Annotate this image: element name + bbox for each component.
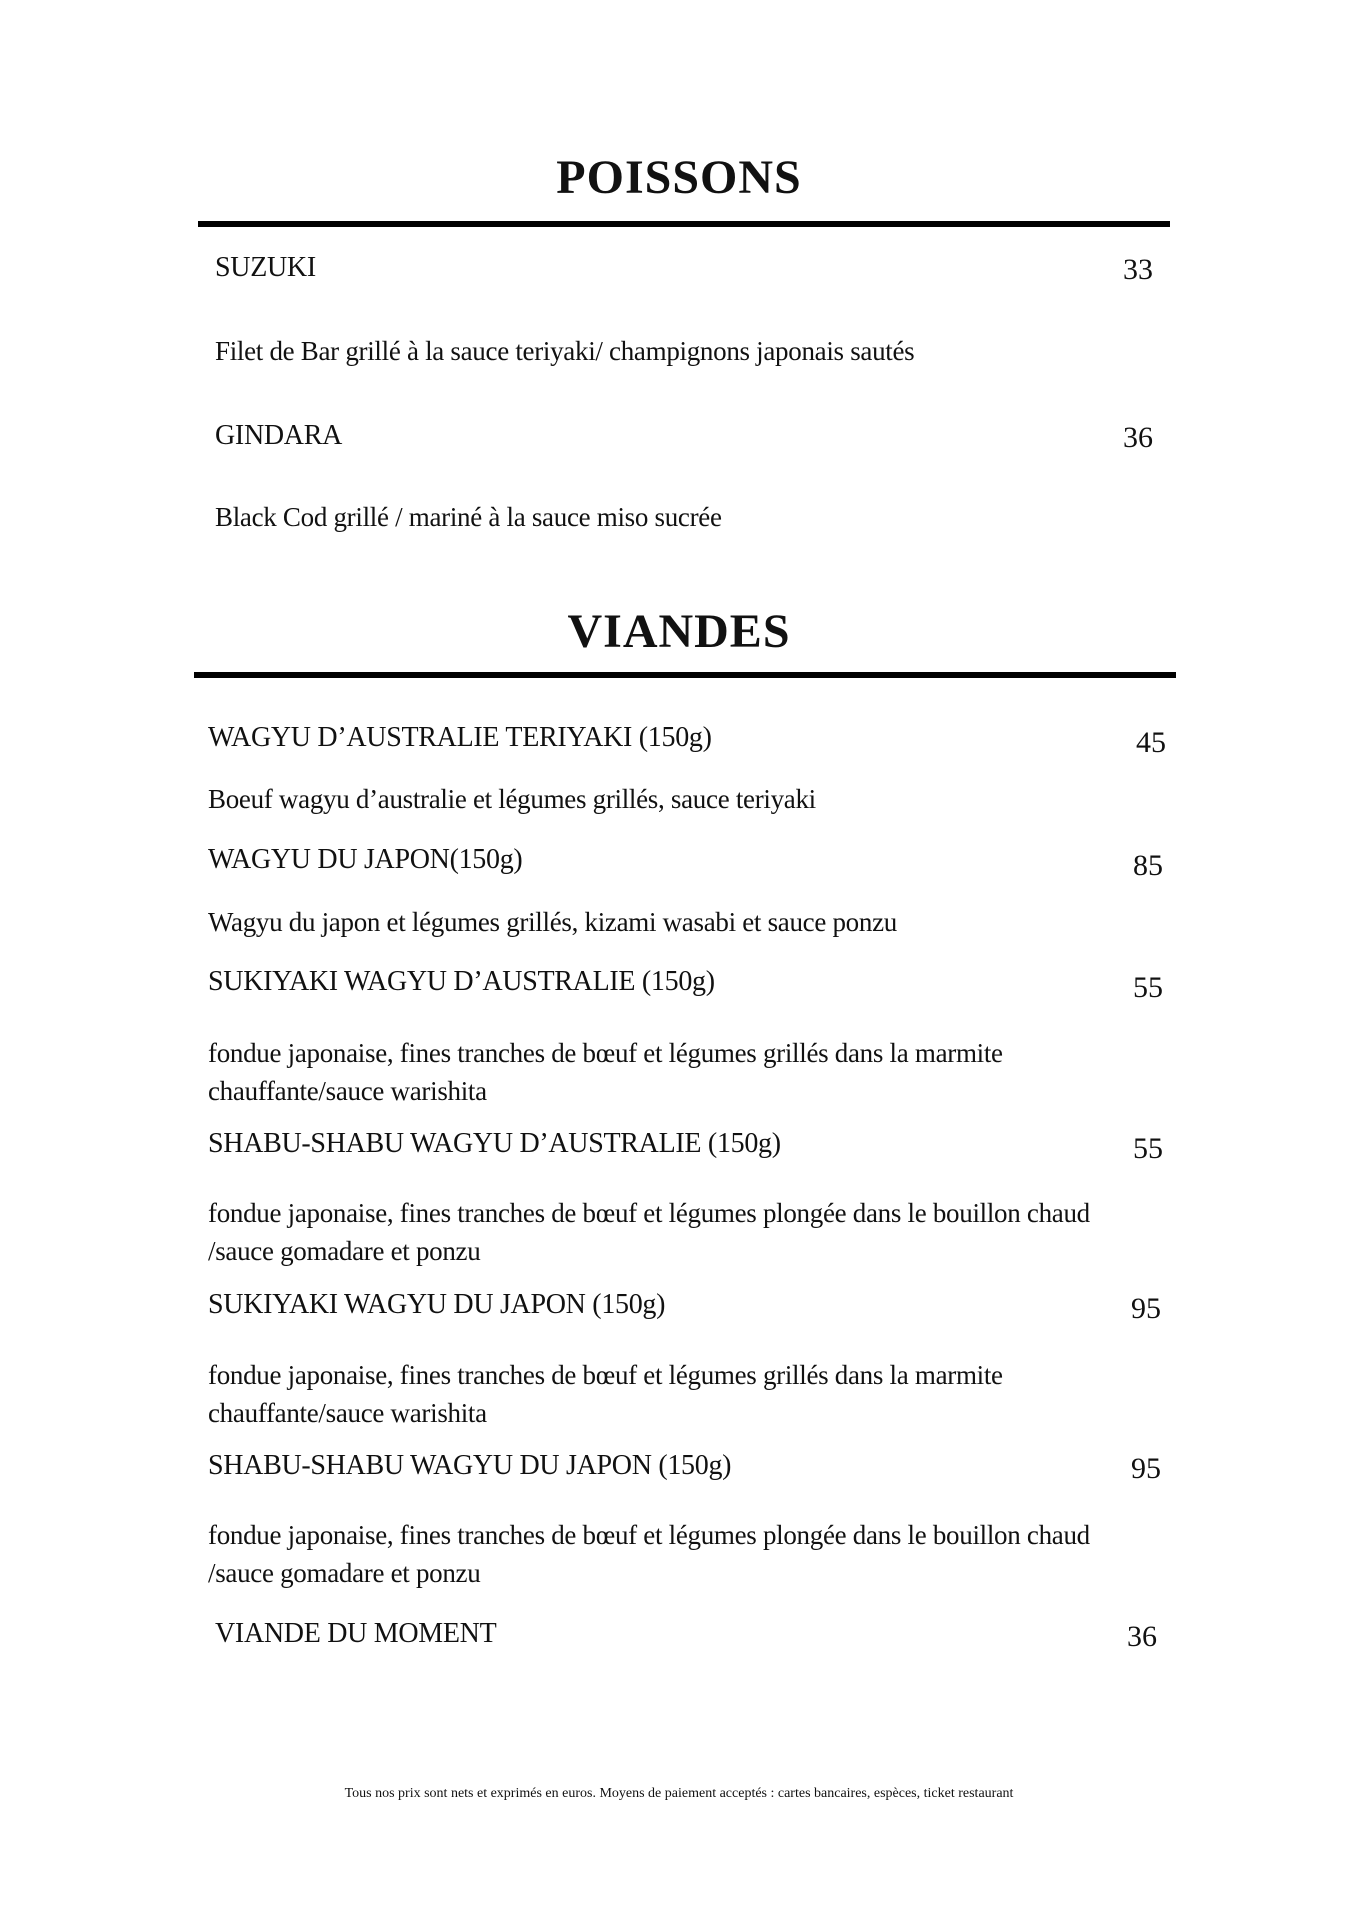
menu-item-price: 85: [1133, 849, 1163, 882]
menu-item-price: 36: [1127, 1620, 1157, 1653]
menu-item-description: Filet de Bar grillé à la sauce teriyaki/ champignons japonais sautés: [215, 336, 915, 366]
section-divider: [194, 672, 1176, 678]
menu-item-description: Boeuf wagyu d’australie et légumes grillés, sauce teriyaki: [208, 784, 816, 814]
menu-item-name: SHABU-SHABU WAGYU D’AUSTRALIE (150g): [208, 1128, 781, 1159]
menu-item-description: fondue japonaise, fines tranches de bœuf et légumes grillés dans la marmite chauffante/sauce warishita: [208, 1360, 1003, 1428]
menu-item-price: 55: [1133, 971, 1163, 1004]
menu-item-description: fondue japonaise, fines tranches de bœuf et légumes plongée dans le bouillon chaud /sauce gomadare et ponzu: [208, 1198, 1090, 1266]
section-title-viandes: VIANDES: [567, 605, 791, 658]
menu-item-price: 95: [1131, 1292, 1161, 1325]
section-divider: [198, 221, 1170, 227]
menu-item-name: GINDARA: [215, 420, 343, 451]
menu-item-price: 36: [1123, 421, 1153, 454]
menu-item-description: fondue japonaise, fines tranches de bœuf et légumes grillés dans la marmite chauffante/sauce warishita: [208, 1038, 1003, 1106]
menu-item-name: SUZUKI: [215, 252, 316, 283]
menu-item-description: fondue japonaise, fines tranches de bœuf et légumes plongée dans le bouillon chaud /sauce gomadare et ponzu: [208, 1520, 1090, 1588]
menu-item-name: WAGYU D’AUSTRALIE TERIYAKI (150g): [208, 722, 712, 753]
menu-item-name: WAGYU DU JAPON(150g): [208, 844, 523, 875]
menu-item-price: 55: [1133, 1132, 1163, 1165]
menu-item-name: SUKIYAKI WAGYU DU JAPON (150g): [208, 1289, 666, 1320]
menu-item-price: 45: [1136, 726, 1166, 759]
menu-item-name: VIANDE DU MOMENT: [215, 1618, 497, 1649]
payment-note: Tous nos prix sont nets et exprimés en euros. Moyens de paiement acceptés : cartes bancaires, espèces, ticket restaurant: [344, 1786, 1014, 1801]
section-title-poissons: POISSONS: [556, 151, 802, 204]
menu-item-description: Black Cod grillé / mariné à la sauce miso sucrée: [215, 502, 722, 532]
menu-item-description: Wagyu du japon et légumes grillés, kizami wasabi et sauce ponzu: [208, 907, 897, 937]
menu-item-price: 95: [1131, 1452, 1161, 1485]
menu-item-price: 33: [1123, 253, 1153, 286]
menu-item-name: SUKIYAKI WAGYU D’AUSTRALIE (150g): [208, 966, 715, 997]
menu-item-name: SHABU-SHABU WAGYU DU JAPON (150g): [208, 1450, 732, 1481]
